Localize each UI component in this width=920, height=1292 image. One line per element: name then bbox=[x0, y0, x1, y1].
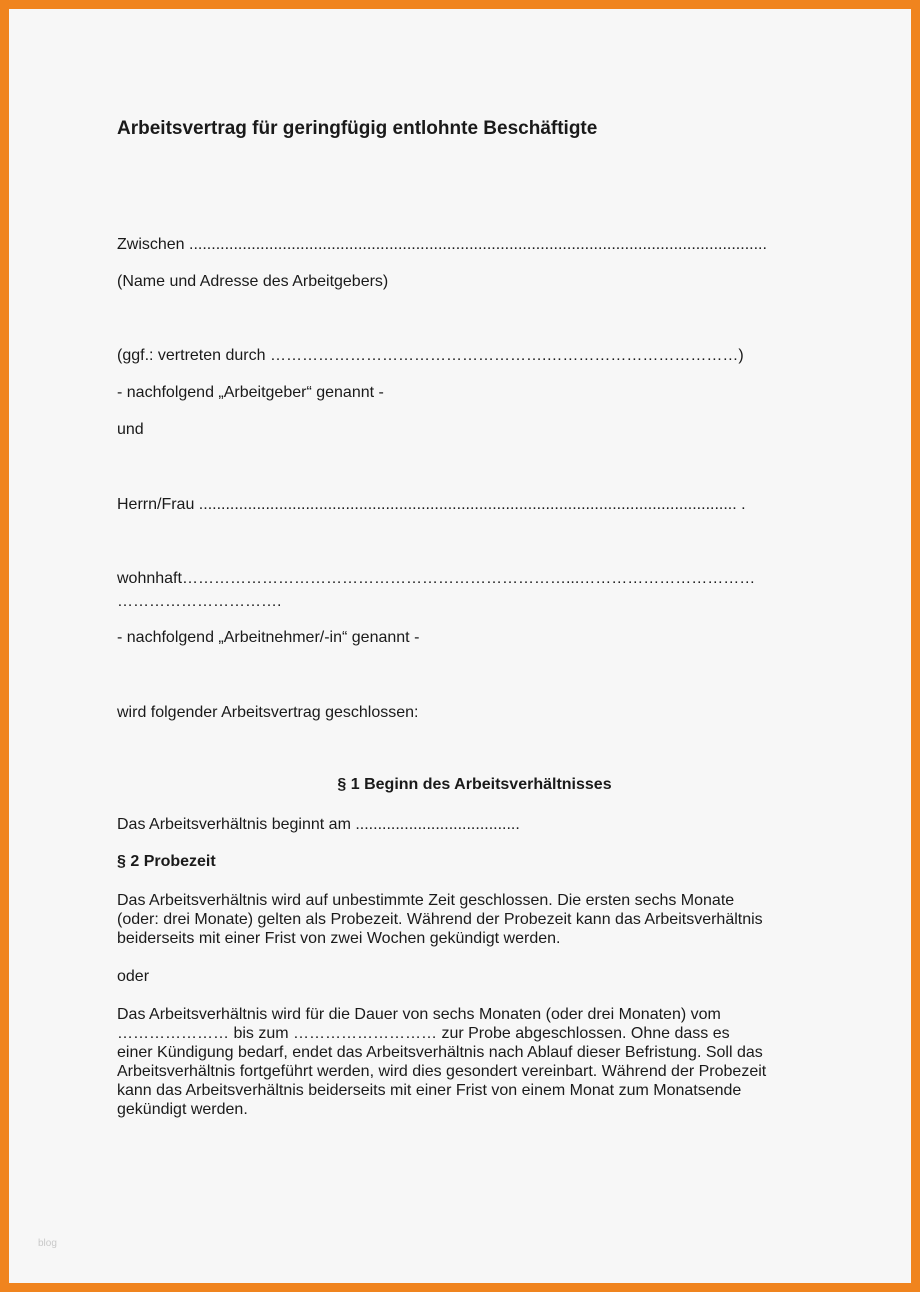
employer-hint: (Name und Adresse des Arbeitgebers) bbox=[117, 273, 389, 290]
section-2-paragraph-1 bbox=[117, 891, 807, 948]
section-2-heading: § 2 Probezeit bbox=[117, 853, 216, 870]
paragraph-line: Das Arbeitsverhältnis wird für die Dauer von sechs Monaten (oder drei Monaten) vom bbox=[117, 1006, 721, 1023]
paragraph-line: gekündigt werden. bbox=[117, 1101, 248, 1118]
section-1-text: Das Arbeitsverhältnis beginnt am ..................................... bbox=[117, 816, 520, 833]
contract-intro: wird folgender Arbeitsvertrag geschlossen: bbox=[117, 704, 419, 721]
watermark: blog bbox=[38, 1238, 57, 1249]
employee-designation: - nachfolgend „Arbeitnehmer/-in“ genannt - bbox=[117, 629, 420, 646]
address-line-1: wohnhaft………………………………………………………………...…………………………… bbox=[117, 570, 756, 587]
employee-name-line: Herrn/Frau ......................................................................................................................... . bbox=[117, 496, 746, 513]
address-line-2: …………………………. bbox=[117, 593, 282, 610]
employer-designation: - nachfolgend „Arbeitgeber“ genannt - bbox=[117, 384, 384, 401]
paragraph-line: beiderseits mit einer Frist von zwei Wochen gekündigt werden. bbox=[117, 930, 561, 947]
section-2-paragraph-2 bbox=[117, 1005, 807, 1119]
document-title: Arbeitsvertrag für geringfügig entlohnte Beschäftigte bbox=[117, 118, 598, 139]
paragraph-line: Das Arbeitsverhältnis wird auf unbestimmte Zeit geschlossen. Die ersten sechs Monate bbox=[117, 892, 735, 909]
zwischen-line: Zwischen .................................................................................................................................. bbox=[117, 236, 767, 253]
paragraph-line: einer Kündigung bedarf, endet das Arbeitsverhältnis nach Ablauf dieser Befristung. Soll das bbox=[117, 1044, 763, 1061]
represented-by-line: (ggf.: vertreten durch …………………………………………….………………………………) bbox=[117, 347, 744, 364]
oder-text: oder bbox=[117, 968, 150, 985]
section-1-heading: § 1 Beginn des Arbeitsverhältnisses bbox=[337, 776, 612, 793]
paragraph-line: ………………… bis zum ……………………… zur Probe abgeschlossen. Ohne dass es bbox=[117, 1025, 730, 1042]
paragraph-line: kann das Arbeitsverhältnis beiderseits mit einer Frist von einem Monat zum Monatsende bbox=[117, 1082, 742, 1099]
paragraph-line: Arbeitsverhältnis fortgeführt werden, wird dies gesondert vereinbart. Während der Probezeit bbox=[117, 1063, 767, 1080]
paragraph-line: (oder: drei Monate) gelten als Probezeit. Während der Probezeit kann das Arbeitsverhältnis bbox=[117, 911, 763, 928]
und-text: und bbox=[117, 421, 144, 438]
